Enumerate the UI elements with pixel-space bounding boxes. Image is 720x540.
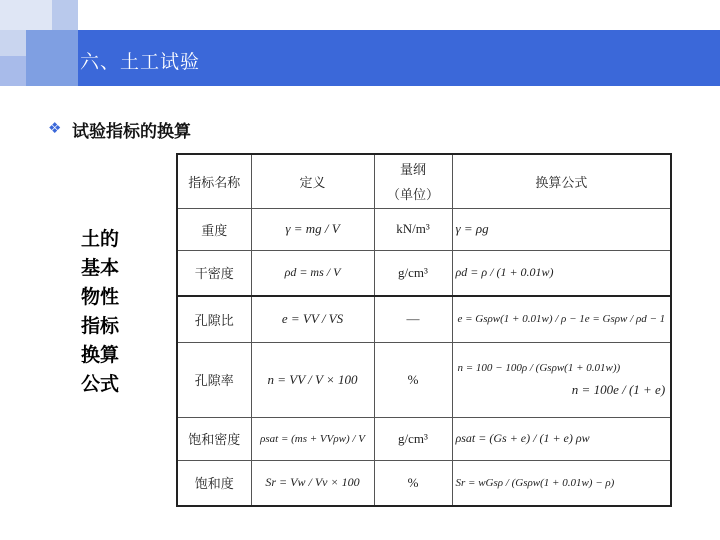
header-unit-line1: 量纲 bbox=[399, 162, 426, 178]
row-conversion-cell bbox=[452, 296, 671, 342]
header-name: 指标名称 bbox=[177, 154, 251, 208]
row-unit: g/cm³ bbox=[374, 250, 452, 296]
diamond-bullet-icon: ❖ bbox=[48, 119, 62, 137]
header-unit bbox=[374, 154, 452, 208]
row-definition: γ = mg / V bbox=[251, 208, 374, 250]
row-unit: g/cm³ bbox=[374, 417, 452, 460]
row-definition: n = VV / V × 100 bbox=[251, 342, 374, 417]
row-conversion: Sr = wGsρ / (Gsρw(1 + 0.01w) − ρ) bbox=[452, 460, 671, 506]
header-unit-line2: （单位） bbox=[386, 187, 439, 203]
row-name: 孔隙比 bbox=[177, 296, 251, 342]
table-row bbox=[177, 250, 671, 296]
corner-square-mid bbox=[52, 0, 78, 30]
section-title: 试验指标的换算 bbox=[72, 122, 191, 142]
table-row bbox=[177, 296, 671, 342]
row-name: 孔隙率 bbox=[177, 342, 251, 417]
row-definition: ρd = ms / V bbox=[251, 250, 374, 296]
row-unit: % bbox=[374, 342, 452, 417]
row-unit: % bbox=[374, 460, 452, 506]
corner-square-light bbox=[0, 0, 52, 30]
side-label: 土的 基本 物性 指标 换算 公式 bbox=[81, 228, 120, 395]
row-conversion: ρsat = (Gs + e) / (1 + e) ρw bbox=[452, 417, 671, 460]
row-conversion-alt: n = 100e / (1 + e) bbox=[571, 381, 666, 397]
row-conversion: ρd = ρ / (1 + 0.01w) bbox=[452, 250, 671, 296]
row-conversion-alt: e = Gsρw / ρd − 1 bbox=[584, 313, 666, 326]
row-definition: Sr = Vw / Vv × 100 bbox=[251, 460, 374, 506]
table-row bbox=[177, 208, 671, 250]
header-conversion: 换算公式 bbox=[452, 154, 671, 208]
row-unit: kN/m³ bbox=[374, 208, 452, 250]
table-row bbox=[177, 417, 671, 460]
row-definition: ρsat = (ms + VVρw) / V bbox=[251, 417, 374, 460]
row-conversion: γ = ρg bbox=[452, 208, 671, 250]
table-row bbox=[177, 460, 671, 506]
row-definition: e = VV / VS bbox=[251, 296, 374, 342]
row-name: 重度 bbox=[177, 208, 251, 250]
corner-square-soft bbox=[0, 56, 26, 86]
row-conversion-cell bbox=[452, 342, 671, 417]
header-definition: 定义 bbox=[251, 154, 374, 208]
row-conversion: e = Gsρw(1 + 0.01w) / ρ − 1 bbox=[457, 313, 585, 326]
slide-title: 六、土工试验 bbox=[80, 51, 201, 73]
row-conversion: n = 100 − 100ρ / (Gsρw(1 + 0.01w)) bbox=[457, 361, 621, 374]
index-conversion-table bbox=[176, 153, 672, 507]
row-unit: — bbox=[374, 296, 452, 342]
corner-square-pale bbox=[0, 30, 26, 56]
row-name: 干密度 bbox=[177, 250, 251, 296]
corner-square-blue bbox=[26, 30, 78, 86]
row-name: 饱和密度 bbox=[177, 417, 251, 460]
row-name: 饱和度 bbox=[177, 460, 251, 506]
table-row bbox=[177, 342, 671, 417]
table-header-row bbox=[177, 154, 671, 208]
